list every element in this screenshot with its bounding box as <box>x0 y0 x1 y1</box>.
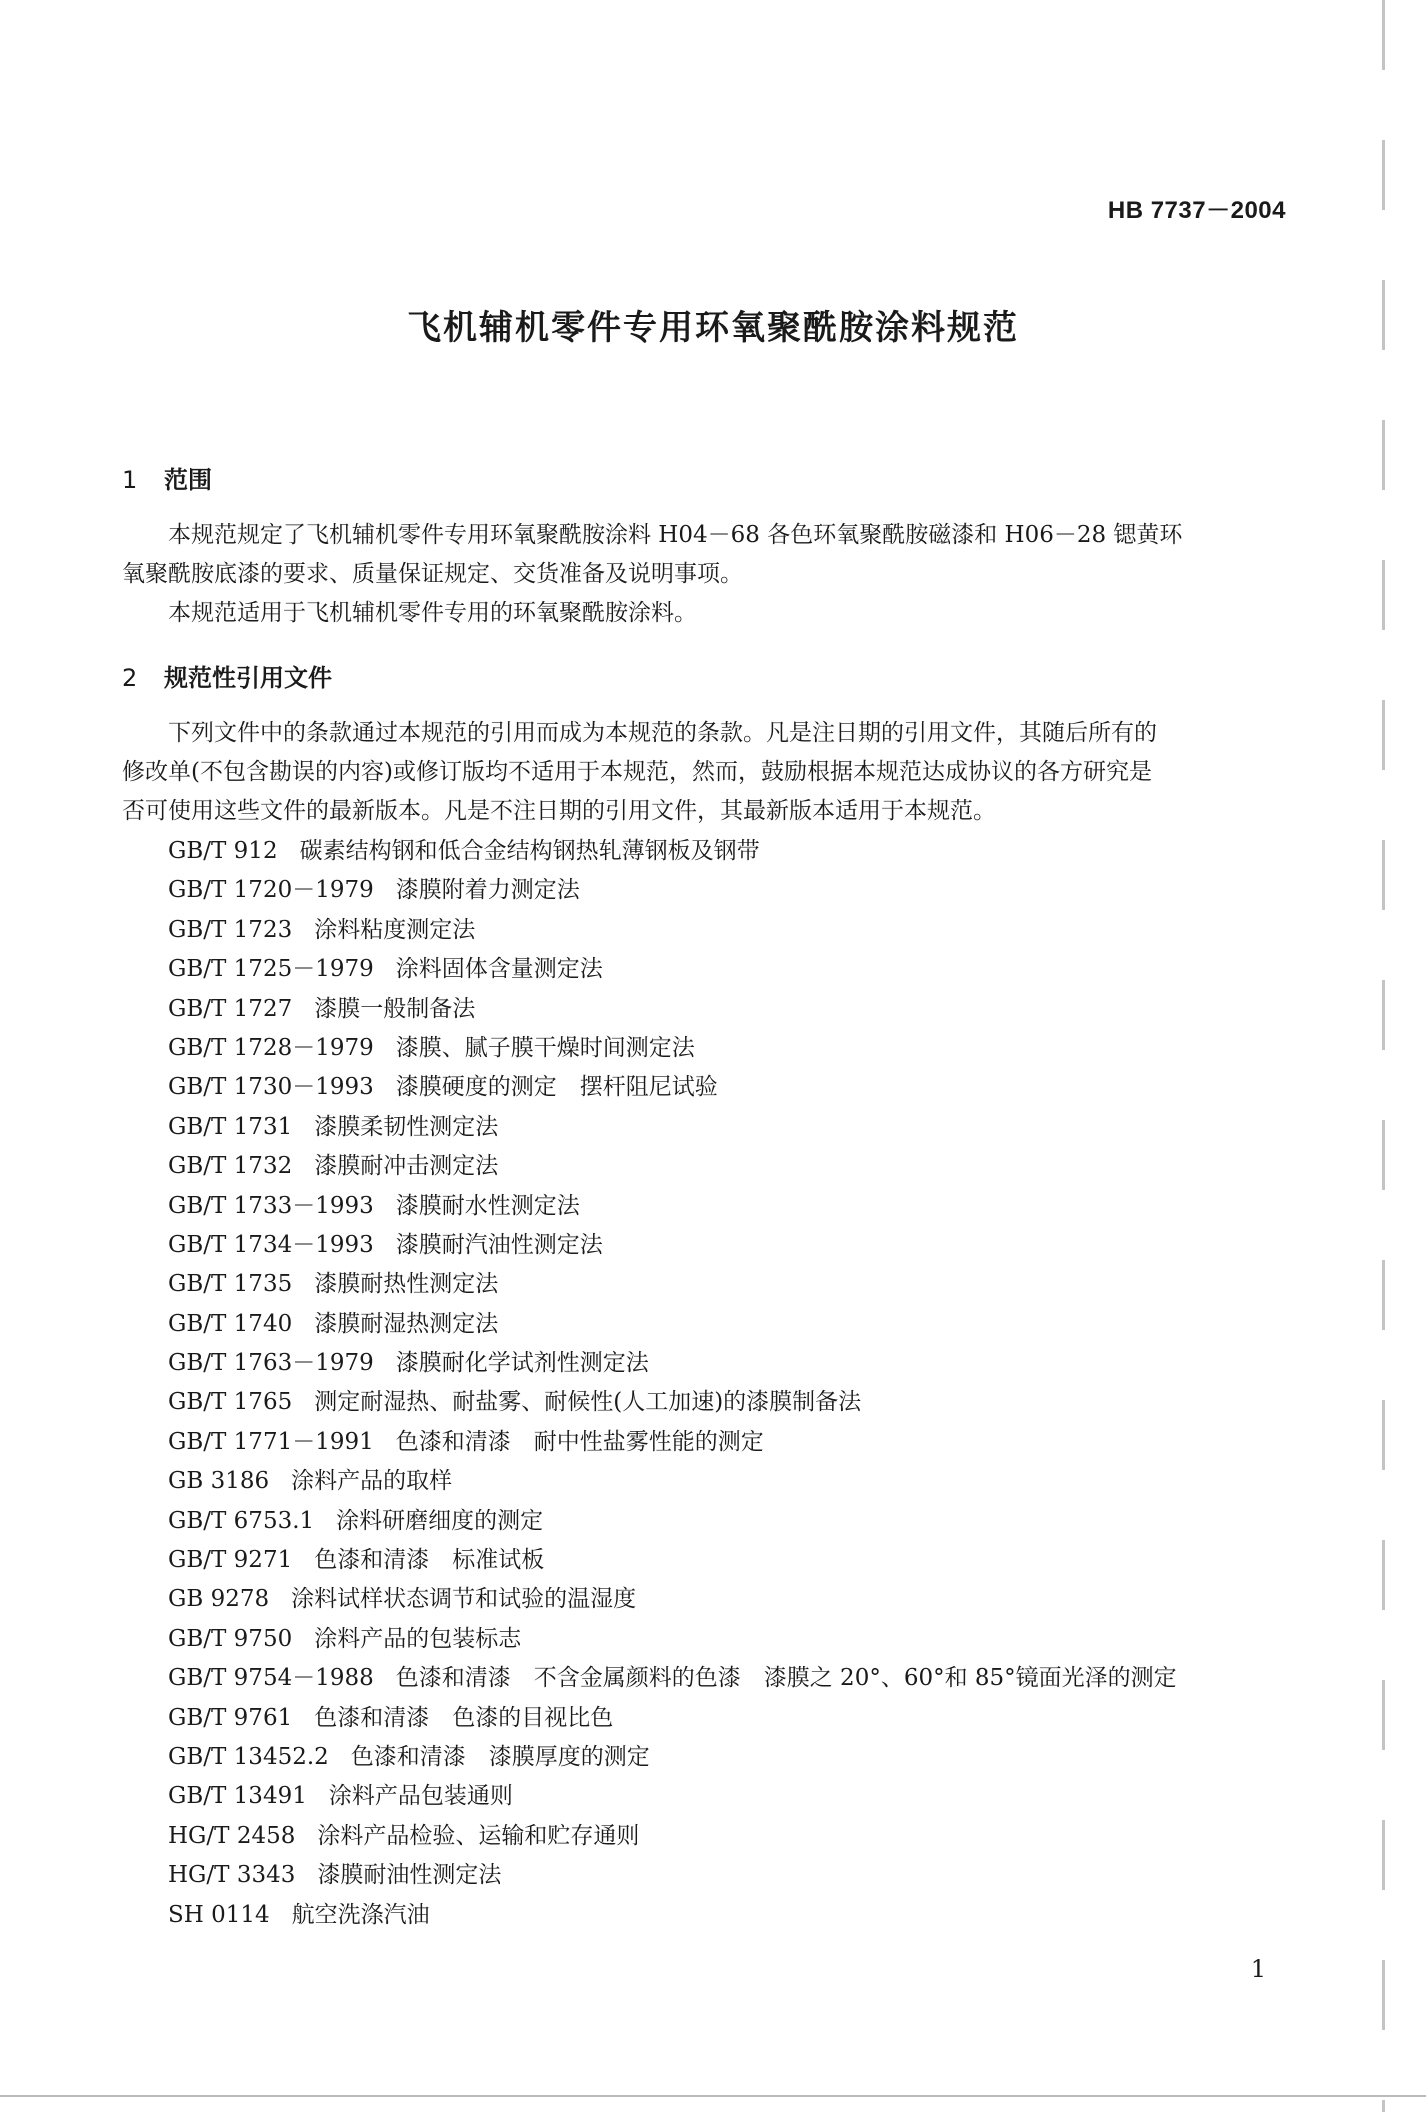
reference-code: GB/T 1728－1979 <box>168 1034 374 1061</box>
page-number: 1 <box>1250 1955 1266 1983</box>
reference-code: GB/T 1725－1979 <box>168 956 374 983</box>
reference-code: GB 9278 <box>168 1586 270 1613</box>
reference-code: GB/T 912 <box>168 838 278 864</box>
reference-title: 漆膜耐湿热测定法 <box>314 1310 499 1337</box>
reference-title: 漆膜耐化学试剂性测定法 <box>395 1350 649 1377</box>
reference-title: 航空洗涤汽油 <box>291 1901 430 1928</box>
reference-item <box>168 950 1308 989</box>
reference-code: GB/T 1727 <box>168 995 293 1022</box>
scan-edge-mark <box>1382 0 1385 2112</box>
reference-code: GB/T 1732 <box>168 1153 293 1180</box>
section-2-number: 2 <box>122 664 138 692</box>
reference-code: GB/T 9271 <box>168 1547 293 1574</box>
document-code: HB 7737－2004 <box>1107 197 1286 224</box>
reference-title: 色漆和清漆 标准试板 <box>314 1547 545 1574</box>
reference-code: GB/T 6753.1 <box>168 1507 315 1534</box>
section-2-intro-line-2: 修改单(不包含勘误的内容)或修订版均不适用于本规范，然而，鼓励根据本规范达成协议的各方研究是 <box>122 759 1152 785</box>
reference-item <box>168 1856 1308 1895</box>
section-1-para-2: 本规范适用于飞机辅机零件专用的环氧聚酰胺涂料。 <box>168 600 697 626</box>
reference-code: HG/T 2458 <box>168 1822 296 1849</box>
reference-item <box>168 1777 1308 1816</box>
reference-title: 涂料粘度测定法 <box>314 916 476 943</box>
section-1-heading <box>122 460 212 495</box>
reference-code: HG/T 3343 <box>168 1862 296 1889</box>
reference-title: 漆膜耐汽油性测定法 <box>395 1231 603 1258</box>
section-2-intro <box>122 714 1290 831</box>
section-2-heading <box>122 658 332 693</box>
reference-code: GB/T 1763－1979 <box>168 1350 374 1377</box>
reference-code: GB/T 1771－1991 <box>168 1428 374 1455</box>
reference-code: GB 3186 <box>168 1468 270 1495</box>
reference-title: 漆膜耐油性测定法 <box>317 1862 502 1889</box>
reference-title: 色漆和清漆 不含金属颜料的色漆 漆膜之 20°、60°和 85°镜面光泽的测定 <box>395 1665 1177 1692</box>
reference-title: 涂料产品包装通则 <box>328 1783 513 1810</box>
reference-code: GB/T 9754－1988 <box>168 1665 374 1692</box>
reference-code: GB/T 1720－1979 <box>168 877 374 904</box>
reference-title: 漆膜一般制备法 <box>314 995 476 1022</box>
reference-code: GB/T 9761 <box>168 1704 293 1731</box>
reference-title: 色漆和清漆 色漆的目视比色 <box>314 1704 614 1731</box>
reference-title: 涂料产品的包装标志 <box>314 1625 522 1652</box>
reference-title: 涂料产品检验、运输和贮存通则 <box>317 1822 640 1849</box>
reference-item <box>168 1068 1308 1107</box>
reference-item <box>168 1502 1308 1541</box>
reference-code: GB/T 1733－1993 <box>168 1192 374 1219</box>
document-title: 飞机辅机零件专用环氧聚酰胺涂料规范 <box>407 308 1019 348</box>
reference-title: 漆膜、腻子膜干燥时间测定法 <box>395 1034 695 1061</box>
reference-item <box>168 1541 1308 1580</box>
reference-code: GB/T 1740 <box>168 1310 293 1337</box>
reference-item <box>168 1462 1308 1501</box>
reference-item <box>168 1817 1308 1856</box>
reference-code: GB/T 13452.2 <box>168 1743 329 1770</box>
section-1-para-1-line-1: 本规范规定了飞机辅机零件专用环氧聚酰胺涂料 H04－68 各色环氧聚酰胺磁漆和 H06－28 锶黄环 <box>168 522 1183 548</box>
reference-item <box>168 1659 1308 1698</box>
reference-item <box>168 1896 1308 1935</box>
reference-list <box>168 832 1308 1935</box>
reference-item <box>168 1580 1308 1619</box>
reference-title: 涂料固体含量测定法 <box>395 956 603 983</box>
scan-bottom-line <box>0 2095 1426 2097</box>
reference-item <box>168 1147 1308 1186</box>
reference-code: GB/T 9750 <box>168 1625 293 1652</box>
reference-code: GB/T 1734－1993 <box>168 1231 374 1258</box>
reference-title: 漆膜柔韧性测定法 <box>314 1113 499 1140</box>
section-2-title: 规范性引用文件 <box>164 664 332 692</box>
reference-title: 色漆和清漆 耐中性盐雾性能的测定 <box>395 1428 764 1455</box>
reference-item <box>168 832 1308 871</box>
reference-title: 碳素结构钢和低合金结构钢热轧薄钢板及钢带 <box>299 838 760 864</box>
reference-title: 漆膜耐冲击测定法 <box>314 1153 499 1180</box>
reference-item <box>168 1108 1308 1147</box>
reference-code: GB/T 1723 <box>168 916 293 943</box>
reference-title: 测定耐湿热、耐盐雾、耐候性(人工加速)的漆膜制备法 <box>314 1389 862 1416</box>
reference-item <box>168 871 1308 910</box>
section-2-intro-line-3: 否可使用这些文件的最新版本。凡是不注日期的引用文件，其最新版本适用于本规范。 <box>122 798 996 824</box>
reference-title: 涂料产品的取样 <box>291 1468 453 1495</box>
reference-item <box>168 911 1308 950</box>
reference-title: 涂料试样状态调节和试验的温湿度 <box>291 1586 637 1613</box>
reference-item <box>168 1344 1308 1383</box>
reference-item <box>168 1699 1308 1738</box>
reference-item <box>168 1226 1308 1265</box>
reference-item <box>168 1187 1308 1226</box>
reference-title: 色漆和清漆 漆膜厚度的测定 <box>350 1743 650 1770</box>
reference-item <box>168 1305 1308 1344</box>
reference-item <box>168 990 1308 1029</box>
reference-item <box>168 1265 1308 1304</box>
reference-item <box>168 1029 1308 1068</box>
reference-item <box>168 1738 1308 1777</box>
reference-code: GB/T 1735 <box>168 1271 293 1298</box>
reference-item <box>168 1383 1308 1422</box>
section-1-title: 范围 <box>164 466 212 494</box>
reference-title: 漆膜耐热性测定法 <box>314 1271 499 1298</box>
reference-title: 涂料研磨细度的测定 <box>336 1507 544 1534</box>
section-2-intro-line-1: 下列文件中的条款通过本规范的引用而成为本规范的条款。凡是注日期的引用文件，其随后所有的 <box>168 720 1157 746</box>
reference-code: GB/T 1730－1993 <box>168 1074 374 1101</box>
reference-code: SH 0114 <box>168 1901 270 1928</box>
reference-item <box>168 1620 1308 1659</box>
reference-title: 漆膜硬度的测定 摆杆阻尼试验 <box>395 1074 718 1101</box>
reference-item <box>168 1423 1308 1462</box>
section-1-body <box>122 516 1290 633</box>
reference-title: 漆膜耐水性测定法 <box>395 1192 580 1219</box>
section-1-number: 1 <box>122 466 138 494</box>
reference-title: 漆膜附着力测定法 <box>395 877 580 904</box>
reference-code: GB/T 1731 <box>168 1113 293 1140</box>
reference-code: GB/T 1765 <box>168 1389 293 1416</box>
reference-code: GB/T 13491 <box>168 1783 307 1810</box>
section-1-para-1-line-2: 氧聚酰胺底漆的要求、质量保证规定、交货准备及说明事项。 <box>122 561 743 587</box>
